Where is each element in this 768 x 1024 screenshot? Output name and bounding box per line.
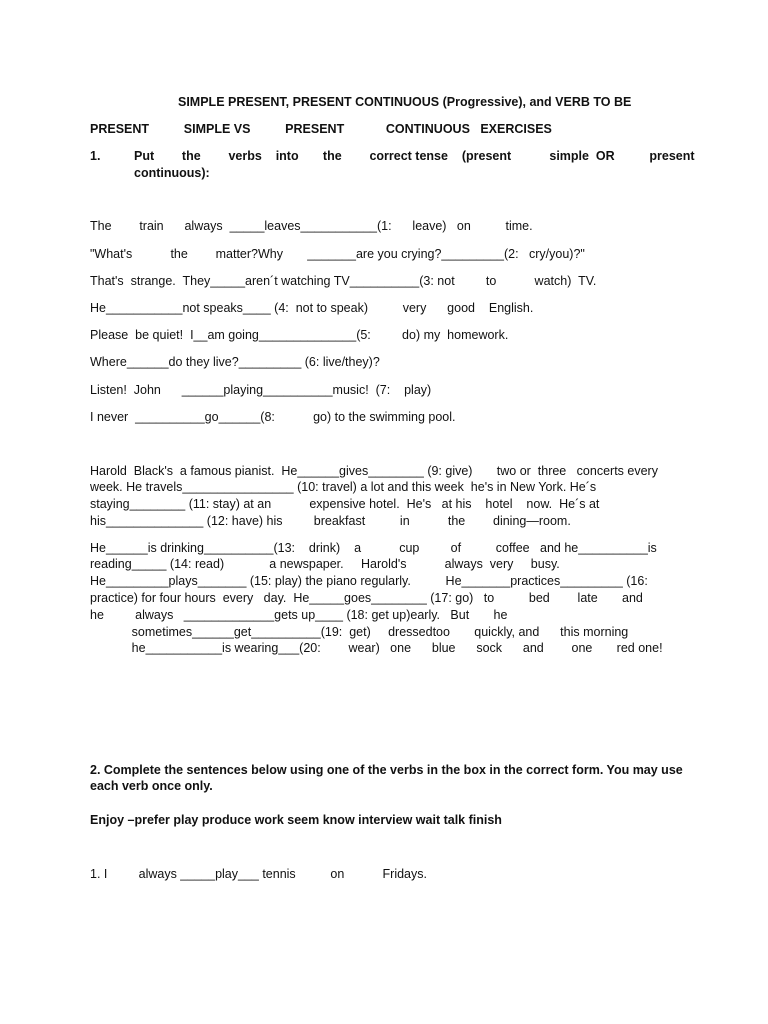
exercise-1-sentence: The train always _____leaves___________(1: leave) on time. xyxy=(90,219,533,233)
paragraph-line: staying________ (11: stay) at an expensive hotel. He's at his hotel now. He´s at xyxy=(90,497,600,511)
paragraph-line: He_________plays_______ (15: play) the piano regularly. He_______practices_________ (16: xyxy=(90,574,648,588)
exercise-2-instruction-cont: each verb once only. xyxy=(90,779,213,793)
exercise-1-number: 1. xyxy=(90,149,101,163)
paragraph-line: Harold Black's a famous pianist. He______gives________ (9: give) two or three concerts every xyxy=(90,464,658,478)
exercise-1-sentence: He___________not speaks____ (4: not to speak) very good English. xyxy=(90,301,534,315)
paragraph-line: he always _____________gets up____ (18: get up)early. But he xyxy=(90,608,508,622)
exercise-1-instruction-cont: continuous): xyxy=(134,166,210,180)
exercise-1-sentence: Listen! John ______playing__________music! (7: play) xyxy=(90,383,432,397)
paragraph-line: he___________is wearing___(20: wear) one blue sock and one red one! xyxy=(90,641,663,655)
exercise-1-sentence: Please be quiet! I__am going______________(5: do) my homework. xyxy=(90,328,509,342)
exercise-1-sentence: I never __________go______(8: go) to the swimming pool. xyxy=(90,410,456,424)
exercise-2-sentence: 1. I always _____play___ tennis on Fridays. xyxy=(90,867,427,881)
paragraph-line: his______________ (12: have) his breakfast in the dining—room. xyxy=(90,514,571,528)
verb-box: Enjoy –prefer play produce work seem know interview wait talk finish xyxy=(90,813,502,827)
exercise-2-instruction: 2. Complete the sentences below using one of the verbs in the box in the correct form. You may use xyxy=(90,763,683,777)
section-heading: PRESENT SIMPLE VS PRESENT CONTINUOUS EXERCISES xyxy=(90,122,552,136)
paragraph-line: He______is drinking__________(13: drink) a cup of coffee and he__________is xyxy=(90,541,657,555)
paragraph-line: week. He travels________________ (10: travel) a lot and this week he's in New York. He´s xyxy=(90,480,597,494)
paragraph-line: reading_____ (14: read) a newspaper. Harold's always very busy. xyxy=(90,557,560,571)
exercise-1-instruction: Put the verbs into the correct tense (present simple OR present xyxy=(134,149,695,163)
exercise-1-sentence: That's strange. They_____aren´t watching TV__________(3: not to watch) TV. xyxy=(90,274,597,288)
paragraph-line: sometimes______get__________(19: get) dressedtoo quickly, and this morning xyxy=(90,625,629,639)
worksheet-title: SIMPLE PRESENT, PRESENT CONTINUOUS (Progressive), and VERB TO BE xyxy=(178,95,632,109)
paragraph-line: practice) for four hours every day. He_____goes________ (17: go) to bed late and xyxy=(90,591,643,605)
exercise-1-sentence: "What's the matter?Why _______are you crying?_________(2: cry/you)?" xyxy=(90,247,585,261)
exercise-1-sentence: Where______do they live?_________ (6: live/they)? xyxy=(90,355,380,369)
